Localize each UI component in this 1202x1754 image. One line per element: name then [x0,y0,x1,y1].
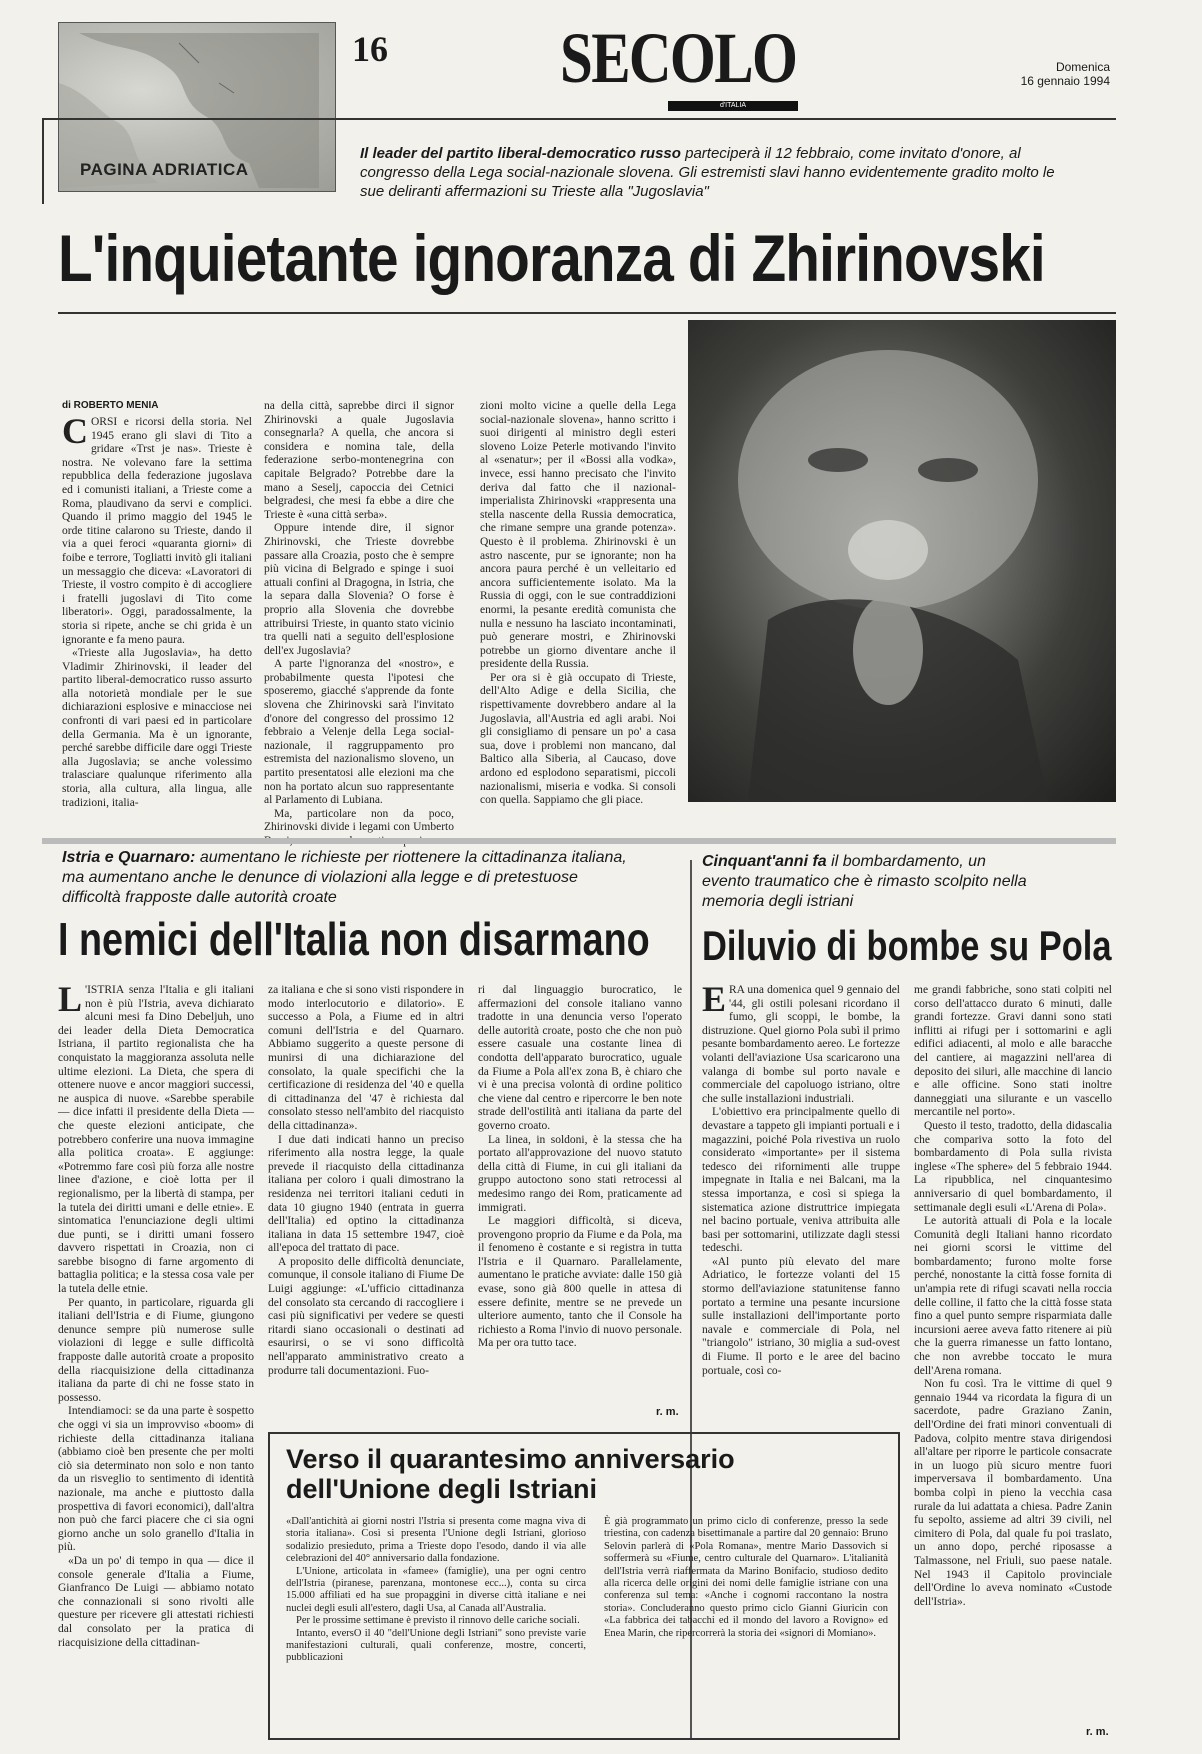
date-weekday: Domenica [1055,60,1110,74]
issue-date [1020,60,1110,88]
paragraph: RA una domenica quel 9 gennaio del '44, gli ostili polesani ricordano il fumo, gli scoppi, le bombe, la distruzione. Quel giorno Pola subì il primo pesante bombardamento aereo. Le fortezze volanti dell'aviazione Usa scaricarono una valanga di bombe sul porto navale e commerciale del capoluogo istriano, oltre che sulle installazioni industriali. [702,984,900,1105]
istria-column-1 [58,979,254,1744]
paragraph: Intendiamoci: se da una parte è sospetto che oggi vi sia un improvviso «boom» di richieste della cittadinanza italiana (abbiamo cioè ben presente che per molti ciò sia determinato non solo e non tanto da un risveglio to sentimento di identità nazionale, ma anche e piuttosto dalla prospettiva di favori economici), dall'altra non può che farci piacere che ci sia ogni giorno anche un solo granello d'Italia in più. [58,1405,254,1554]
paragraph: Intanto, eversO il 40 "dell'Unione degli Istriani" sono previste varie manifestazioni culturali, quali conferenze, mostre, concerti, pubblicazioni [286,1627,586,1664]
pola-kicker [702,852,1032,912]
paragraph: zioni molto vicine a quelle della Lega social-nazionale slovena», hanno scritto i suoi dirigenti al ministro degli esteri sloveno Loize Peterle motivando l'invito al «senatur»; per il «Bossi alla vodka», invece, essi hanno precisato che l'invito deriva dal fatto che il nazional-imperialista Zhirinovski «rappresenta una stella nascente della Russia democratica, che rimane sempre una grande potenza». Questo è il problema. Zhirinovski è un astro nascente, pur se ignorante; non ha ancora paura perché è un velleitario ed ancora sufficientemente isolato. Ma la Russia di oggi, con le sue contraddizioni enormi, la pesante eredità comunista che nulla e nessuno ha lasciato incontaminati, può generare mostri, e Zhirinovski potrebbe un giorno diventare anche il presidente della Russia. [480,400,676,671]
section-label: PAGINA ADRIATICA [80,160,249,179]
top-story-headline: L'inquietante ignoranza di Zhirinovski [58,221,1045,295]
kicker-text: parteciperà il 12 febbraio, come invitato d'onore, al congresso della Lega social-nazionale slovena. Gli estremisti slavi hanno evidentemente gradito molto le sue deliranti affermazioni su Trieste alla "Jugoslavia" [360,145,1055,200]
paragraph: Per quanto, in particolare, riguarda gli italiani dell'Istria e di Fiume, giungono denunce sempre più numerose sulle violazioni di legge e sulle difficoltà frapposte dalle autorità croate a proposito della riacquisizione della cittadinanza italiana da parte di chi ne fosse stato in possesso. [58,1296,254,1404]
paragraph: Le maggiori difficoltà, si diceva, provengono proprio da Fiume e da Pola, ma il fenomeno è costante e si registra in tutta l'Istria e il Quarnaro. Parallelamente, aumentano le pratiche avviate: dalle 150 già evase, sono già 800 quelle in attesa di essere definite, mentre se ne prevede un ulteriore aumento, tanto che il Console ha richiesto a Roma l'invio di nuovo personale. Ma per ora tutto tace. [478,1215,682,1350]
paragraph: I due dati indicati hanno un preciso riferimento alla nostra legge, la quale prevede il riacquisto della cittadinanza italiana per coloro i quali dimostrano la residenza nei territori italiani ceduti in data 10 giugno 1940 (entrata in guerra dell'Italia) ed optino la cittadinanza italiana in data 15 settembre 1947, cioè all'epoca del trattato di pace. [268,1133,464,1255]
paragraph: La linea, in soldoni, è la stessa che ha portato all'approvazione del nuovo statuto della città di Fiume, in cui gli italiani da gruppo autoctono sono stati retrocessi al medesimo rango dei Rom, praticamente ad immigrati. [478,1133,682,1214]
kicker-text: il bombardamento, un evento traumatico che è rimasto scolpito nella memoria degli istriani [702,853,1027,910]
top-story-column-2 [264,400,454,834]
istria-column-2 [268,984,464,1424]
paragraph: Oppure intende dire, il signor Zhirinovski, che Trieste dovrebbe passare alla Croazia, posto che è sempre più vicina di Belgrado e spinge i suoi attuali confini al Dragogna, in Istria, che la separa dalla Slovenia? O forse è proprio alla Slovenia che dovrebbe attribuirsi Trieste, in quanto stato vicinio tra quelli nati a seguito dell'esplosione dell'ex Jugoslavia? [264,522,454,657]
newspaper-masthead: SECOLO [560,18,797,98]
paragraph: me grandi fabbriche, sono stati colpiti nel corso dell'attacco durato 6 minuti, dalle grandi fortezze. Gravi danni sono stati inflitti ai rifugi per i sottomarini e agli edifici adiacenti, al molo e alle baracche del cantiere, ai magazzini nell'area di deposito dei siluri, alle macchine di lancio e alle officine. Sono stati inoltre danneggiati una silurante e un vascello mercantile nel porto». [914,984,1112,1119]
paragraph: Le autorità attuali di Pola e la locale Comunità degli Italiani hanno ricordato nei giorni scorsi le vittime del bombardamento; furono molte forse perché, nonostante la città fosse fornita di un'ampia rete di rifugi scavati nella roccia delle colline, il fatto che la città fosse stata fino a quel punto sempre risparmiata dalle incursioni aeree aveva fatto ritenere ai più che la guerra rimanesse un fatto lontano, che non avrebbe toccato le mura dell'Arena romana. [914,1215,1112,1377]
pola-signature: r. m. [1086,1726,1109,1738]
paragraph: Questo il testo, tradotto, della didascalia che compariva sotto la foto del bombardamento di Pola sulla rivista inglese «The sphere» del 5 febbraio 1944. La ripubblica, nel cinquantesimo anniversario di quel bombardamento, il settimanale degli esuli «L'Arena di Pola». [914,1119,1112,1214]
divider [58,312,1116,314]
kicker-bold: Il leader del partito liberal-democratico russo [360,145,681,162]
paragraph: Per ora si è già occupato di Trieste, dell'Alto Adige e della Sicilia, che rispettivamente dovrebbero andare al la Jugoslavia, all'Austria ed agli arabi. Noi gli consigliamo di pensare un po' a casa sua, dove i problemi non mancano, dal Baltico alla Siberia, al Caucaso, dove ardono ed esplodono separatismi, piccoli nazionalismi, miseria e vodka. Si consoli con quella. Sappiamo che gli piace. [480,671,676,807]
top-story-column-1 [62,411,252,809]
kicker-bold: Istria e Quarnaro: [62,849,196,866]
istria-headline: I nemici dell'Italia non disarmano [58,913,650,965]
paragraph: ri dal linguaggio burocratico, le affermazioni del console italiano vanno tradotte in una denuncia verso l'operato delle autorità croate, posto che che non può essere casuale una costante linea di condotta dell'apparato burocratico, uguale da Fiume a Pola all'ex zona B, è chiaro che vi è una precisa volontà di ordine politico che viene dal centro e ripercorre le ben note strade dell'ostilità anti italiana da parte del governo croato. [478,984,682,1132]
anniversary-headline [286,1444,735,1504]
headline-line: Verso il quarantesimo anniversario [286,1444,735,1474]
paragraph: «Al punto più elevato del mare Adriatico, le fortezze volanti del 15 stormo dell'aviazione statunitense fanno portato a termine una pesante incursione sulle installazioni dell'importante porto navale e commerciale di Pola, nel "triangolo" istriano, 30 miglia a sud-ovest di Fiume. Il porto e le aree del bacino portuale, così co- [702,1255,900,1377]
pola-column-2 [914,984,1112,1724]
istria-signature: r. m. [656,1406,679,1418]
masthead-subtitle: d'ITALIA [668,101,798,111]
paragraph: A parte l'ignoranza del «nostro», e probabilmente questa l'ipotesi che sposeremo, giacché s'apprende da fonte slovena che Zhirinovski sarà l'invitato d'onore del congresso del prossimo 12 febbraio a Velenje della Lega social-nazionale, il raggruppamento pro estremista del nazionalismo sloveno, un partito presentatosi alle elezioni ma che non ha portato alcun suo rappresentante al Parlamento di Lubiana. [264,658,454,807]
dropcap: E [702,979,727,1019]
paragraph: Per le prossime settimane è previsto il rinnovo delle cariche sociali. [296,1615,580,1627]
dropcap: L [58,979,83,1019]
paragraph: A proposito delle difficoltà denunciate, comunque, il console italiano di Fiume De Luigi aggiunge: «L'ufficio cittadinanza del consolato sta cercando di raccogliere i casi più significativi per vedere se questi ritardi siano occasionali o destinati ad esaurirsi, o se vi sono difficoltà nell'apparato amministrativo creato a produrre tali documentazioni. Fuo- [268,1255,464,1377]
date-full: 16 gennaio 1994 [1020,74,1110,88]
paragraph: È già programmato un primo ciclo di conferenze, presso la sede triestina, con cadenza bisettimanale a partire dal 20 gennaio: Bruno Selovin parlerà di «Pola Romana», mentre Mario Dassovich si soffermerà su «Fiume, centro culturale del Quarnaro». L'italianità dell'Istria verrà riaffermata da Marino Bonifacio, studioso dedito alla ricerca delle origini dei nomi delle famiglie istriane con una conferenza sul tema: «Anche i cognomi raccontano la nostra storia». Concluderanno questo primo ciclo Gianni Giuricin con «La fabbrica dei tabacchi ed il mondo del lavoro a Rovigno» ed Enea Marin, che ripercorrerà la storia dei «signori di Momiano». [604,1516,888,1639]
portrait-graphic [688,320,1116,802]
anniversary-column-2 [604,1516,888,1730]
paragraph: L'obiettivo era principalmente quello di devastare a tappeto gli impianti portuali e i magazzini, poiché Pola rivestiva un ruolo considerato «importante» per il sistema tedesco dei rifornimenti alle truppe impegnate in Italia e nei Balcani, ma la stessa importanza, e così si spiega la sistematica azione distruttrice impiegata nel bacino portuale, veniva attribuita alle basi per sottomarini, utilizzate dagli stessi tedeschi. [702,1106,900,1255]
paragraph: L'Unione, articolata in «famee» (famiglie), una per ogni centro dell'Istria (piranese, parenzana, montonese ecc...), conta su circa 15.000 affiliati ed ha sue propaggini in diverse città italiane e nei nuclei degli esuli all'estero, dagli Usa, al Canada all'Australia. [286,1565,586,1614]
paragraph: za italiana e che si sono visti rispondere in modo interlocutorio e dilatorio». E successo a Pola, a Fiume ed in altri comuni dell'Istria e del Quarnaro. Abbiamo suggerito a queste persone di munirsi di una dichiarazione del consolato, la quale specifichi che la certificazione di residenza del '40 e quella di cittadinanza del '47 è richiesta dal consolato stesso nell'ambito del riacquisto della cittadinanza». [268,984,464,1132]
portrait-photo [688,320,1116,802]
byline: di ROBERTO MENIA [62,400,159,411]
kicker-text: aumentano le richieste per riottenere la cittadinanza italiana, ma aumentano anche le denunce di violazioni alla legge e di pretestuose difficoltà frapposte dalle autorità croate [62,849,627,906]
pola-column-1 [702,979,900,1424]
paragraph: Non fu così. Tra le vittime di quel 9 gennaio 1944 va ricordata la figura di un sacerdote, padre Graziano Zanin, dell'Ordine dei frati minori conventuali di Padova, colpito mentre stava dirigendosi all'altare per riporre le particole consacrate in un luogo più sicuro mentre fuori imperversava il bombardamento. Una bomba colpì in pieno la vecchia casa rurale da lui adattata a chiesa. Padre Zanin fu sepolto, assieme ad altri 39 civili, nel cimitero di Pola, dal quale fu poi traslato, un anno dopo, perché riposasse a Talmassone, nel Friuli, suo paese natale. Nel 1943 il Capitolo provinciale dell'Ordine lo aveva nominato «Custode dell'Istria». [914,1378,1112,1608]
paragraph: «Trieste alla Jugoslavia», ha detto Vladimir Zhirinovski, il leader del partito liberal-democratico russo assurto alla notorietà mondiale per le sue dichiarazioni esplosive e minacciose nei confronti di vari paesi ed in particolare della Germania. Ma è un ignorante, perché sarebbe difficile dare oggi Trieste alla Jugoslavia; se anche volessimo tralasciare qualunque riferimento alla storia, alla cultura, alla lingua, alle tradizioni, italia- [62,647,252,809]
istria-kicker [62,848,632,908]
section-divider [42,838,1116,844]
istria-column-3 [478,984,682,1404]
paragraph: Ma, particolare non da poco, Zhirinovski divide i legami con Umberto [264,807,454,834]
top-story-kicker [360,144,1060,201]
top-story-column-3 [480,400,676,807]
paragraph: 'ISTRIA senza l'Italia e gli italiani non è più l'Istria, aveva dichiarato alcuni mesi fa Dino Debeljuh, uno dei leader della Dieta Democratica Istriana, il partito regionalista che ha conquistato la maggioranza assoluta nelle ultime elezioni. La Dieta, che spera di ottenere nuove e ancor maggiori successi, ne auspica di nuove. «Sarebbe sperabile — dice infatti il presidente della Dieta — che queste elezioni anticipate, che potrebbero conferire una nuova immagine alla politica croata». E aggiunge: «Potremmo fare così più forza alle nostre linee d'azione, e cioè lotta per il regionalismo, per la libertà di stampa, per la tutela dei diritti umani e delle etnie». E sintomatica l'enunciazione degli ultimi due punti, se i diritti umani fossero davvero rispettati in Croazia, non ci sarebbe bisogno di farne argomento di battaglia politica; e la stessa cosa vale per la tutela delle etnie. [58,984,254,1296]
dropcap: C [62,411,88,451]
paragraph: ORSI e ricorsi della storia. Nel 1945 erano gli slavi di Tito a gridare «Trst je nas». Trieste è nostra. Ne volevano fare la settima repubblica della federazione jugoslava ed i comunisti italiani, a Trieste come a Roma, plaudivano da servi e complici. Quando il primo maggio del 1945 le orde titine calarono su Trieste, dando il via a quei feroci «quaranta giorni» di foibe e terrore, Togliatti invitò gli italiani un messaggio che diceva: «Lavoratori di Trieste, il vostro compito è di accogliere i fratelli jugoslavi di Tito come liberatori». Oggi, paradossalmente, la storia si ripete, anche se chi grida è un ignorante e fa meno paura. [62,416,252,646]
kicker-bold: Cinquant'anni fa [702,853,827,870]
headline-line: dell'Unione degli Istriani [286,1474,597,1504]
paragraph: na della città, saprebbe dirci il signor Zhirinovski a quale Jugoslavia consegnarla? A quella, che ancora si considera e nomina tale, della federazione serbo-montenegrina con capitale Belgrado? Potrebbe dare la mano a Seselj, capoccia dei Cetnici belgradesi, che mesi fa ebbe a dire che Trieste è «una città serba». [264,400,454,521]
paragraph: «Da un po' di tempo in qua — dice il console generale d'Italia a Fiume, Gianfranco De Luigi — abbiamo notato che connazionali si sono rivolti alle questure per ricevere gli attestati richiesti dal consolato per la pratica di riacquisizione della cittadinan- [58,1554,254,1649]
pola-headline: Diluvio di bombe su Pola [702,922,1112,969]
anniversary-column-1 [286,1516,586,1730]
paragraph: «Dall'antichità ai giorni nostri l'Istria si presenta come magna viva di storia italiana». Così si presenta l'Unione degli Istriani, glorioso sodalizio presieduto, prima a Trieste dopo l'esodo, dando il via alle celebrazioni del 40° anniversario dalla fondazione. [286,1516,586,1565]
page-number: 16 [352,29,388,69]
